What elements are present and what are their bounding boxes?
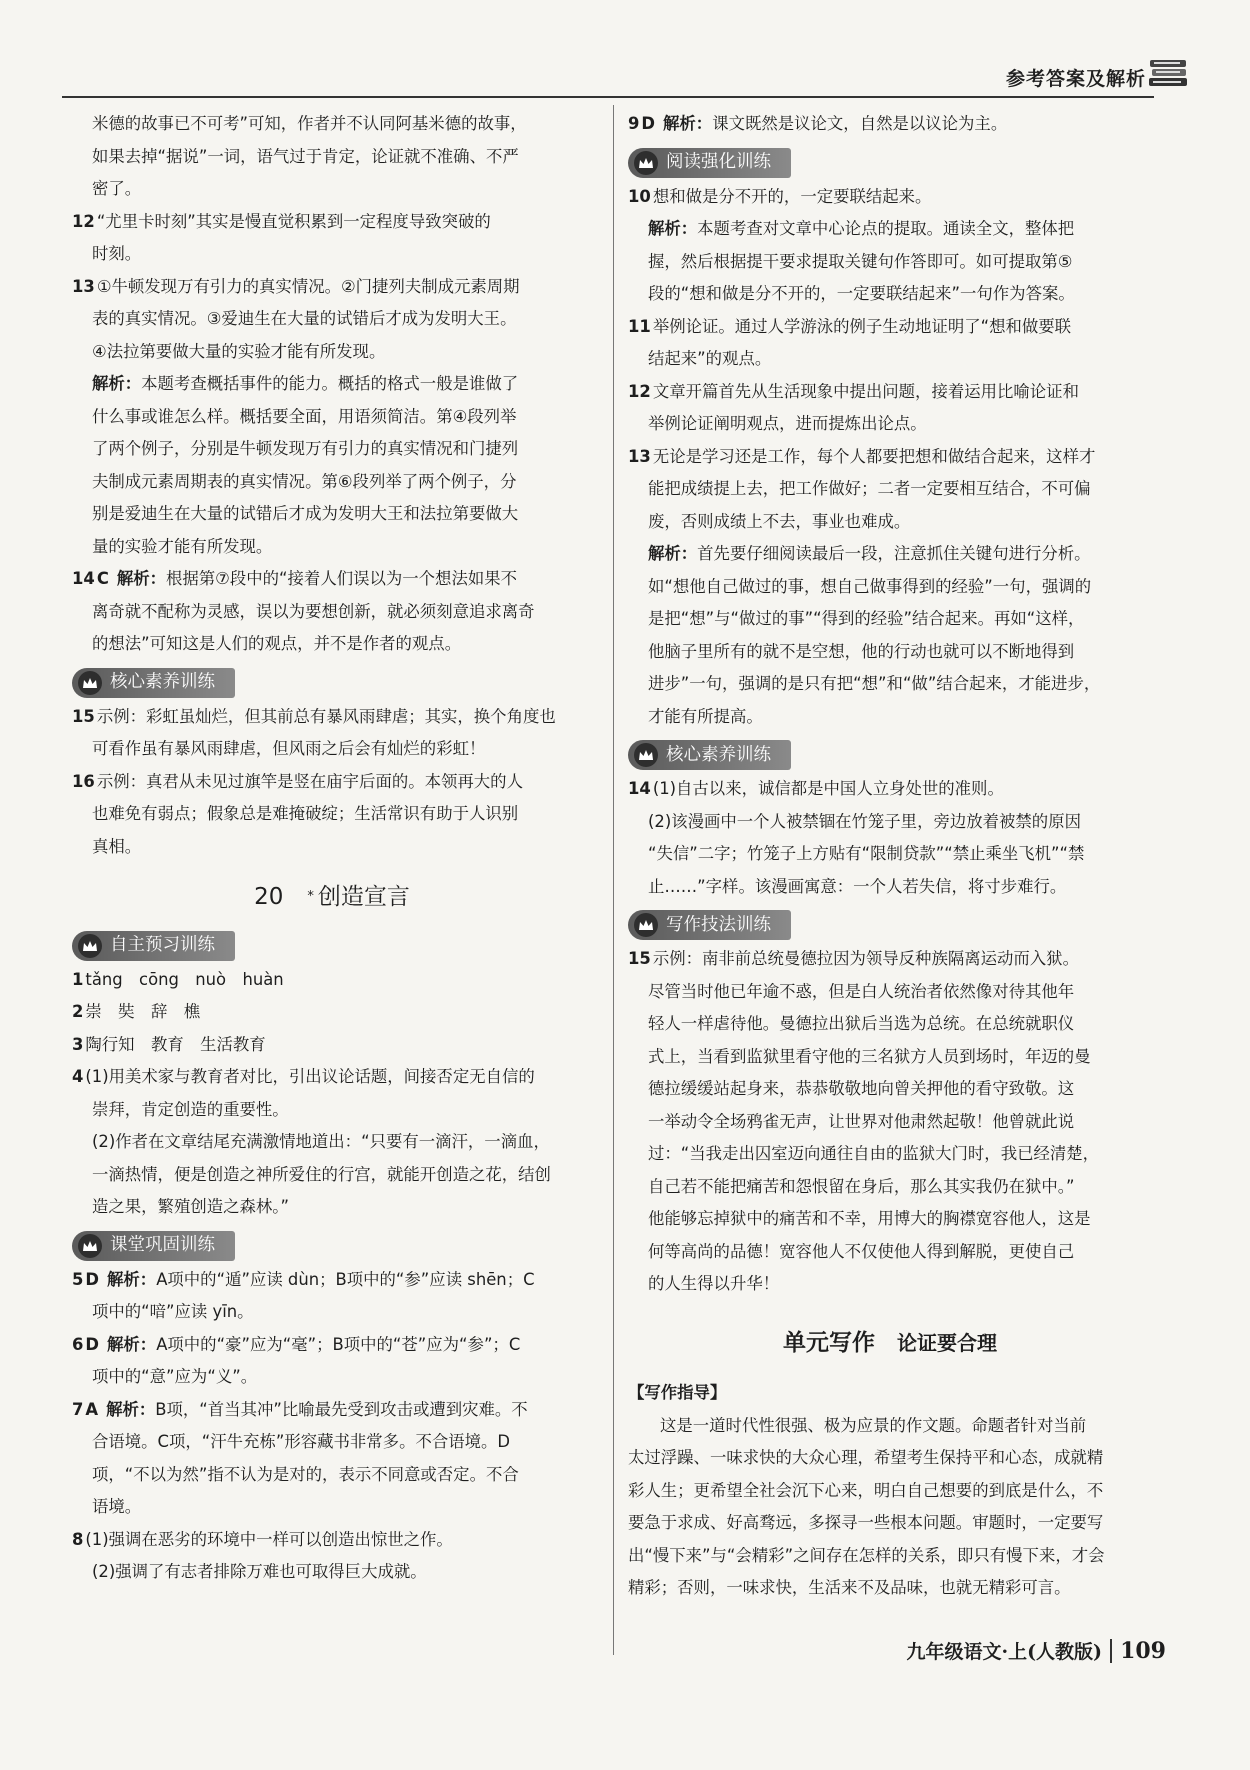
- section-banner-core: 核心素养训练: [72, 668, 235, 698]
- unit-writing-title: 单元写作 论证要合理: [783, 1329, 997, 1356]
- crown-icon: [78, 1234, 102, 1258]
- answer-15: 15 示例：彩虹虽灿烂，但其前总有暴风雨肆虐；其实，换个角度也: [72, 706, 556, 726]
- crown-icon: [634, 913, 658, 937]
- read-12: 12 文章开篇首先从生活现象中提出问题，接着运用比喻论证和: [628, 381, 1079, 401]
- section-banner-class: 课堂巩固训练: [72, 1231, 235, 1261]
- class-7: 7 A 解析：B项，“首当其冲”比喻最先受到攻击或遭到灾难。不: [72, 1399, 528, 1419]
- writing-15: 15 示例：南非前总统曼德拉因为领导反种族隔离运动而入狱。: [628, 949, 1079, 968]
- core-14: 14 (1)自古以来，诚信都是中国人立身处世的准则。: [628, 779, 1004, 798]
- section-banner-read: 阅读强化训练: [628, 148, 791, 178]
- writing-guide-text: 这是一道时代性很强、极为应景的作文题。命题者针对当前 太过浮躁、一味求快的大众心理，希望考生保持平和心态，成就精 彩人生；更希望全社会沉下心来，明白自己想要的到底是什么，不 要急于求成、好高骛远，多探寻一些根本问题。审题时，一定要写 出“慢下来”与“会精彩”之间存在怎样的关系，即只有慢下来，才会 精彩；否则，一味求快，生活来不及品味，也就无精彩可言。: [628, 1415, 1105, 1597]
- class-8: 8 (1)强调在恶劣的环境中一样可以创造出惊世之作。: [72, 1529, 453, 1549]
- left-column: 米德的故事已不可考”可知，作者并不认同阿基米德的故事， 如果去掉“据说”一词，语气过于肯定，论证就不准确、不严 密了。 12 “尤里卡时刻”其实是慢直觉积累到一定程度导致突破的 时刻。 13 ①牛顿发现万有引力的真实情况。②门捷列夫制成元素周期 表的真实情况。③爱迪生在大量的试错后才成为发明大王。 ④法拉第要做大量的实验才能有所发现。 解析：本题考查概括事件的能力。概括的格式一般是谁做了 什么事或谁怎么样。概括要全面，用语须简洁。第④段列举 了两个例子，分别是牛顿发现万有引力的真实情况和门捷列 夫制成元素周期表的真实情况。第⑥段列举了两个例子，分 别是爱迪生在大量的试错后才成为发明大王和法拉第要做大 量的实验才能有所发现。 14 C 解析：根据第⑦段中的“接着人们误以为一个想法如果不 离奇就不配称为灵感，误以为要想创新，就必须刻意追求离奇 的想法”可知这是人们的观点，并不是作者的观点。 核心素养训练 15 示例：彩虹虽灿烂，但其前总有暴风雨肆虐；其实，换个角度也 可看作虽有暴风雨肆虐，但风雨之后会有灿烂的彩虹！ 16 示例：真君从未见过旗竿是竖在庙宇后面的。本领再大的人 也难免有弱点；假象总是难掩破绽；生活常识有助于人识别 真相。 20 * 创造宣言 自主预习训练 1 tǎng cōng nuò huàn 2 崇 奘 辞 樵 3 陶行知 教育 生活教育 4 (1)用美术家与教育者对比，引出议论话题，间接否定无自信的 崇拜，肯定创造的重要性。 (2)作者在文章结尾充满激情地道出：“只要有一滴汗，一滴血， 一滴热情，便是创造之神所爱住的行宫，就能开创造之花，结创 造之果，繁殖创造之森林。” 课堂巩固训练 5 D 解析：A项中的“遁”应读 dùn；B项中的“参”应读 shēn；C 项中的“喑”应读 yīn。 6 D 解析：A项中的“豪”应为“毫”；B项中的“苍”应为“参”；C 项中的“意”应为“义”。 7 A 解析：B项，“首当其冲”比喻最先受到攻击或遭到灾难。不 合语境。C项，“汗牛充栋”形容藏书非常多。不合语境。D 项，“不以为然”指不认为是对的，表示不同意或否定。不合 语境。 8 (1)强调在恶劣的环境中一样可以创造出惊世之作。 (2)强调了有志者排除万难也可取得巨大成就。: [72, 108, 592, 1589]
- read-11: 11 举例论证。通过人学游泳的例子生动地证明了“想和做要联: [628, 316, 1072, 336]
- footer-separator: [1110, 1639, 1112, 1663]
- answer-13: 13 ①牛顿发现万有引力的真实情况。②门捷列夫制成元素周期: [72, 276, 520, 296]
- lesson-title: 20 * 创造宣言: [254, 884, 410, 910]
- answer-16: 16 示例：真君从未见过旗竿是竖在庙宇后面的。本领再大的人: [72, 771, 523, 791]
- preview-1: 1 tǎng cōng nuò huàn: [72, 969, 284, 989]
- answer-12: 12 “尤里卡时刻”其实是慢直觉积累到一定程度导致突破的 时刻。: [72, 211, 491, 263]
- crown-icon: [634, 151, 658, 175]
- header-rule: [62, 96, 1154, 98]
- crown-icon: [634, 743, 658, 767]
- section-banner-preview: 自主预习训练: [72, 931, 235, 961]
- crown-icon: [78, 671, 102, 695]
- book-title: 九年级语文·上(人教版): [906, 1641, 1103, 1663]
- preview-4: 4 (1)用美术家与教育者对比，引出议论话题，间接否定无自信的: [72, 1067, 535, 1086]
- answer-9: 9 D 解析：课文既然是议论文，自然是以议论为主。: [628, 114, 1008, 133]
- crown-icon: [78, 934, 102, 958]
- writing-guide-heading: 【写作指导】: [628, 1383, 727, 1402]
- page-footer: [906, 1637, 1166, 1664]
- read-13: 13 无论是学习还是工作，每个人都要把想和做结合起来，这样才: [628, 446, 1096, 466]
- page-number: 109: [1120, 1637, 1166, 1664]
- column-divider: [613, 105, 614, 1655]
- preview-2: 2 崇 奘 辞 樵: [72, 1002, 201, 1021]
- section-banner-writing: 写作技法训练: [628, 910, 791, 940]
- class-6: 6 D 解析：A项中的“豪”应为“毫”；B项中的“苍”应为“参”；C: [72, 1334, 521, 1354]
- q11-continued: 米德的故事已不可考”可知，作者并不认同阿基米德的故事， 如果去掉“据说”一词，语气过于肯定，论证就不准确、不严 密了。: [92, 114, 527, 198]
- books-icon: [1148, 56, 1190, 90]
- preview-3: 3 陶行知 教育 生活教育: [72, 1034, 266, 1054]
- answer-14: 14 C 解析：根据第⑦段中的“接着人们误以为一个想法如果不: [72, 569, 518, 588]
- section-banner-core-right: 核心素养训练: [628, 740, 791, 770]
- right-column: 9 D 解析：课文既然是议论文，自然是以议论为主。 阅读强化训练 10 想和做是分不开的，一定要联结起来。 解析：本题考查对文章中心论点的提取。通读全文，整体把 握，然后根据提干要求提取关键句作答即可。如可提取第⑤ 段的“想和做是分不开的，一定要联结起来”一句作为答案。 11 举例论证。通过人学游泳的例子生动地证明了“想和做要联 结起来”的观点。 12 文章开篇首先从生活现象中提出问题，接着运用比喻论证和 举例论证阐明观点，进而提炼出论点。 13 无论是学习还是工作，每个人都要把想和做结合起来，这样才 能把成绩提上去，把工作做好；二者一定要相互结合，不可偏 废，否则成绩上不去，事业也难成。 解析：首先要仔细阅读最后一段，注意抓住关键句进行分析。 如“想他自己做过的事，想自己做事得到的经验”一句，强调的 是把“想”与“做过的事”“得到的经验”结合起来。再如“这样， 他脑子里所有的就不是空想，他的行动也就可以不断地得到 进步”一句，强调的是只有把“想”和“做”结合起来，才能进步， 才能有所提高。 核心素养训练 14 (1)自古以来，诚信都是中国人立身处世的准则。 (2)该漫画中一个人被禁锢在竹笼子里，旁边放着被禁的原因 “失信”二字；竹笼子上方贴有“限制贷款”“禁止乘坐飞机”“禁 止……”字样。该漫画寓意：一个人若失信，将寸步难行。 写作技法训练 15 示例：南非前总统曼德拉因为领导反种族隔离运动而入狱。 尽管当时他已年逾不惑，但是白人统治者依然像对待其他年 轻人一样虐待他。曼德拉出狱后当选为总统。在总统就职仪 式上，当看到监狱里看守他的三名狱方人员到场时，年迈的曼 德拉缓缓站起身来，恭恭敬敬地向曾关押他的看守致敬。这 一举动令全场鸦雀无声，让世界对他肃然起敬！他曾就此说 过：“当我走出囚室迈向通往自由的监狱大门时，我已经清楚， 自己若不能把痛苦和怨恨留在身后，那么其实我仍在狱中。” 他能够忘掉狱中的痛苦和不幸，用博大的胸襟宽容他人，这是 何等高尚的品德！宽容他人不仅使他人得到解脱，更使自己 的人生得以升华！ 单元写作 论证要合理 【写作指导】 这是一道时代性很强、极为应景的作文题。命题者针对当前 太过浮躁、一味求快的大众心理，希望考生保持平和心态，成就精 彩人生；更希望全社会沉下心来，明白自己想要的到底是什么，不 要急于求成、好高骛远，多探寻一些根本问题。审题时，一定要写 出“慢下来”与“会精彩”之间存在怎样的关系，即只有慢下来，才会 精彩；否则，一味求快，生活来不及品味，也就无精彩可言。: [628, 108, 1152, 1605]
- class-5: 5 D 解析：A项中的“遁”应读 dùn；B项中的“参”应读 shēn；C: [72, 1269, 535, 1289]
- header-title: 参考答案及解析: [1005, 68, 1146, 90]
- read-10: 10 想和做是分不开的，一定要联结起来。: [628, 186, 932, 206]
